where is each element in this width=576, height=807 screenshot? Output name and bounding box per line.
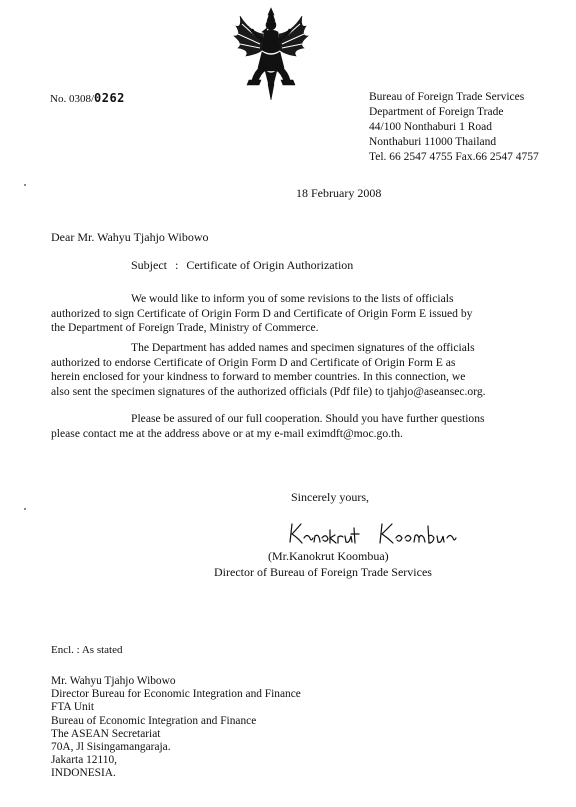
recipient-line: Jakarta 12110, bbox=[51, 754, 118, 767]
recipient-line: Director Bureau for Economic Integration and Finance bbox=[51, 688, 301, 701]
recipient-line: Bureau of Economic Integration and Finance bbox=[51, 714, 257, 727]
recipient-line: Mr. Wahyu Tjahjo Wibowo bbox=[51, 675, 176, 687]
sender-address bbox=[369, 90, 539, 165]
scan-speck bbox=[24, 184, 26, 186]
paragraph-line: please contact me at the address above or at my e-mail eximdft@moc.go.th. bbox=[51, 426, 403, 440]
scan-speck bbox=[24, 508, 26, 510]
reference-number-handwritten: 0262 bbox=[94, 91, 125, 105]
address-line: Bureau of Foreign Trade Services bbox=[369, 91, 525, 103]
closing: Sincerely yours, bbox=[291, 490, 369, 504]
paragraph-line: the Department of Foreign Trade, Ministry of Commerce. bbox=[51, 321, 319, 334]
body-paragraph-2 bbox=[51, 341, 554, 399]
paragraph-line: also sent the specimen signatures of the authorized officials (Pdf file) to tjahjo@aseansec.org. bbox=[51, 384, 486, 398]
reference-prefix: No. 0308/ bbox=[50, 93, 94, 105]
enclosure-note: Encl. : As stated bbox=[51, 644, 123, 656]
address-line: 44/100 Nonthaburi 1 Road bbox=[369, 121, 492, 133]
signatory-name: (Mr.Kanokrut Koombua) bbox=[268, 549, 389, 563]
address-line: Tel. 66 2547 4755 Fax.66 2547 4757 bbox=[369, 151, 539, 163]
paragraph-line: authorized to sign Certificate of Origin Form D and Certificate of Origin Form E issued by bbox=[51, 306, 473, 320]
address-line: Department of Foreign Trade bbox=[369, 106, 504, 118]
recipient-line: FTA Unit bbox=[51, 701, 95, 714]
recipient-line: INDONESIA. bbox=[51, 767, 116, 780]
body-paragraph-3 bbox=[51, 412, 554, 441]
handwritten-signature bbox=[286, 516, 466, 550]
reference-number bbox=[50, 92, 125, 106]
signatory-title: Director of Bureau of Foreign Trade Services bbox=[214, 565, 432, 579]
subject-label: Subject bbox=[131, 258, 167, 272]
paragraph-line: herein enclosed for your kindness to forward to member countries. In this connection, we bbox=[51, 370, 466, 383]
subject-separator: : bbox=[175, 258, 179, 272]
paragraph-line: Please be assured of our full cooperation. Should you have further questions bbox=[131, 412, 485, 425]
paragraph-line: The Department has added names and specimen signatures of the officials bbox=[131, 341, 475, 354]
recipient-line: The ASEAN Secretariat bbox=[51, 727, 161, 740]
subject-text: Certificate of Origin Authorization bbox=[186, 258, 354, 272]
garuda-emblem-icon bbox=[232, 6, 310, 102]
recipient-address bbox=[51, 675, 301, 781]
address-line: Nonthaburi 11000 Thailand bbox=[369, 136, 497, 148]
paragraph-line: We would like to inform you of some revisions to the lists of officials bbox=[131, 292, 454, 305]
paragraph-line: authorized to endorse Certificate of Origin Form D and Certificate of Origin Form E as bbox=[51, 355, 456, 369]
letter-date: 18 February 2008 bbox=[296, 186, 382, 200]
salutation: Dear Mr. Wahyu Tjahjo Wibowo bbox=[51, 230, 209, 244]
recipient-line: 70A, Jl Sisingamangaraja. bbox=[51, 741, 171, 754]
subject-line bbox=[131, 259, 353, 272]
body-paragraph-1 bbox=[51, 292, 554, 336]
